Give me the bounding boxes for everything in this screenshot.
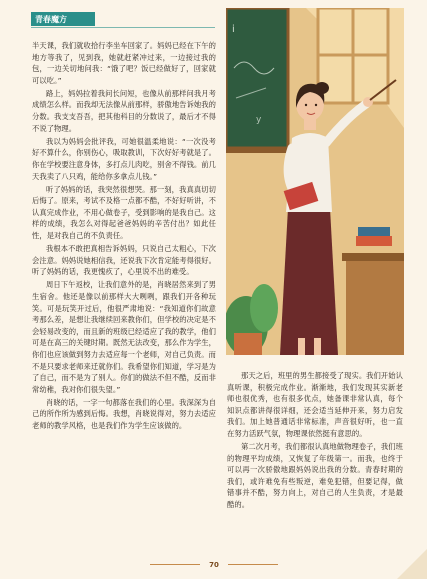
left-text-column — [32, 40, 216, 433]
paragraph: 我以为妈妈会批评我，可她很温柔地说：“一次没考好不算什么，你别伤心，吸取教训，下次好好考就是了。你在学校要注意身体，多打点儿肉吃，别舍不得钱。前几天我卖了八只鸡，能给你多拿点儿钱。” — [32, 136, 216, 181]
section-tag: 青春魔方 — [31, 12, 95, 26]
teacher-illustration-svg — [226, 8, 404, 355]
svg-text:y: y — [256, 115, 262, 125]
paragraph: 听了妈妈的话，我突然很想哭。那一刻，我真真切切后悔了。原来，考试不及格一点都不酷，不好好听讲，不认真完成作业，不用心做卷子，受到影响的是我自己。这样的成绩，我怎么对得起爸爸妈妈的辛苦付出？如此任性，是对我自己的不负责任。 — [32, 184, 216, 240]
paragraph: 路上，妈妈拉着我问长问短，也像从前那样问我月考成绩怎么样。而我却无法像从前那样，骄傲地告诉她我的分数。我支支吾吾，把其他科目的分数说了，最后才不得不说了物理。 — [32, 88, 216, 133]
page-number-rule-left — [150, 564, 200, 565]
page-corner-decoration — [397, 549, 427, 579]
paragraph: 肖晓的话，一字一句都落在我们的心里。我深深为自己的所作所为感到后悔。我想，肖晓说得对，努力去适应老师的教学风格，也是我们作为学生应该做的。 — [32, 397, 216, 430]
right-text-column — [227, 370, 403, 512]
page-number-rule-right — [228, 564, 278, 565]
page-number: 70 — [209, 561, 219, 569]
paragraph: 第二次月考，我们都很认真地做物理卷子，我们班的物理平均成绩，又恢复了年级第一。而我，也终于可以再一次骄傲地跟妈妈说出我的分数。青春时期的我们，或许难免有些叛逆，难免犯错，但要记得，做错事并不酷，努力向上，对自己的人生负责，才是最酷的。 — [227, 442, 403, 510]
svg-text:i: i — [232, 24, 235, 35]
paragraph: 那天之后，班里的男生都接受了现实。我们开始认真听课，积极完成作业。渐渐地，我们发现其实新老师也很优秀，也有很多优点，她备课非常认真，每个知识点都讲得很详细，还会适当延伸开来，努力启发我们。加上她普通话非常标准，声音很好听，也一直在努力活跃气氛，物理课依然挺有意思的。 — [227, 371, 403, 438]
header-divider — [31, 27, 215, 28]
paragraph: 周日下午返校，让我们意外的是，肖晓居然来到了男生宿舍。他还是像以前那样大大咧咧，跟我们开各种玩笑。可是玩笑开过后，他很严肃地说：“我知道你们故意考那么差，是想让我继续回来教你们，但学校的决定是不会轻易改变的，而且新的班级已经适应了我的教学，他们可是在高三的关键时期。既然无法改变，那么作为学生，你们也应该做到努力去适应每一个老师，对自己负责。而不是只要求老师来迁就你们。我希望你们知道，学习是为了自己，而不是为了别人。你们的做法不但不酷，反而非常幼稚，我对你们很失望。” — [32, 280, 216, 394]
paragraph: 我根本不敢把真相告诉妈妈，只说自己太粗心，下次会注意。妈妈说她相信我，还说我下次肯定能考得很好。听了妈妈的话，我更愧疚了，心里说不出的难受。 — [32, 244, 216, 277]
paragraph: 半天课，我们就收拾行李坐车回家了。妈妈已经在下午的地方等我了，见到我，她就赶紧冲过来，一边接过我的包，一边关切地问我：“饿了吧？饭已经做好了，回家就可以吃。” — [32, 41, 216, 85]
teacher-illustration — [226, 8, 404, 355]
